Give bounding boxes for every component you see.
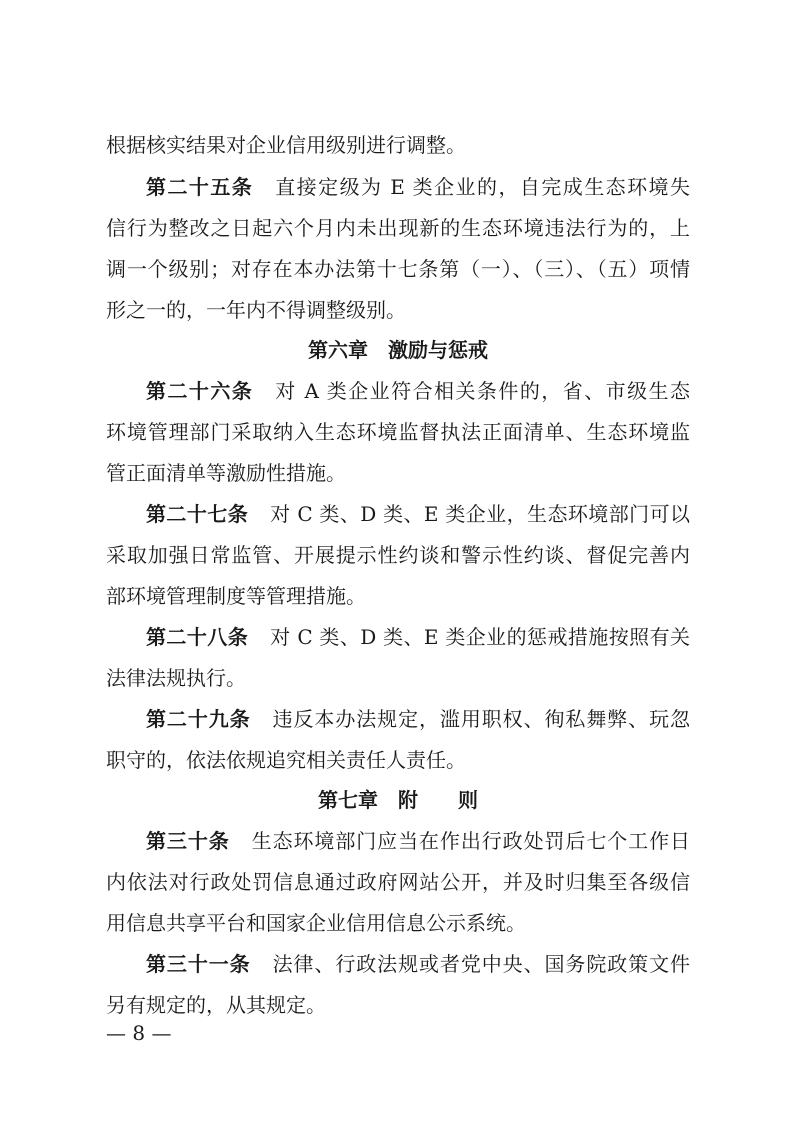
chapter-6-title: 第六章 激励与惩戒 [308,338,488,362]
text-line: 对 C 类、D 类、E 类企业的惩戒措施按照有关 [270,625,690,649]
text-line: 信行为整改之日起六个月内未出现新的生态环境违法行为的，上 [106,216,690,240]
article-title: 第三十条 [146,829,230,853]
article-29 [146,699,690,739]
text-line: 形之一的，一年内不得调整级别。 [106,298,406,322]
text-line: 调一个级别；对存在本办法第十七条第（一）、（三）、（五）项情 [106,257,690,281]
article-30 [146,821,690,861]
article-28 [146,617,690,657]
text-line: 环境管理部门采取纳入生态环境监督执法正面清单、生态环境监 [106,420,690,444]
article-title: 第二十七条 [146,502,249,526]
text-line: 用信息共享平台和国家企业信用信息公示系统。 [106,911,526,935]
article-25 [146,167,690,207]
chapter-heading [106,780,690,820]
article-title: 第二十五条 [146,175,254,199]
text-line: 职守的，依法依规追究相关责任人责任。 [106,748,466,772]
text-line: 另有规定的，从其规定。 [106,993,326,1017]
text-line: 采取加强日常监管、开展提示性约谈和警示性约谈、督促完善内 [106,543,690,567]
article-title: 第二十九条 [146,707,251,731]
text-line: 违反本办法规定，滥用职权、徇私舞弊、玩忽 [272,707,690,731]
article-title: 第二十六条 [146,379,254,403]
article-26 [146,371,690,411]
text-line: 管正面清单等激励性措施。 [106,461,346,485]
text-line: 法律法规执行。 [106,666,246,690]
article-title: 第三十一条 [146,952,251,976]
text-line: 生态环境部门应当在作出行政处罚后七个工作日 [251,829,690,853]
chapter-7-title: 第七章 附 则 [318,788,478,812]
article-31 [146,944,690,984]
text-line: 内依法对行政处罚信息通过政府网站公开，并及时归集至各级信 [106,870,690,894]
page-number: — 8 — [106,1021,172,1045]
text-line: 直接定级为 E 类企业的，自完成生态环境失 [275,175,690,199]
text-line: 对 C 类、D 类、E 类企业，生态环境部门可以 [270,502,690,526]
article-27 [146,494,690,534]
article-title: 第二十八条 [146,625,249,649]
text-line: 根据核实结果对企业信用级别进行调整。 [106,133,466,157]
text-line: 对 A 类企业符合相关条件的，省、市级生态 [275,379,690,403]
text-line: 部环境管理制度等管理措施。 [106,584,366,608]
text-line: 法律、行政法规或者党中央、国务院政策文件 [272,952,690,976]
chapter-heading [106,330,690,370]
